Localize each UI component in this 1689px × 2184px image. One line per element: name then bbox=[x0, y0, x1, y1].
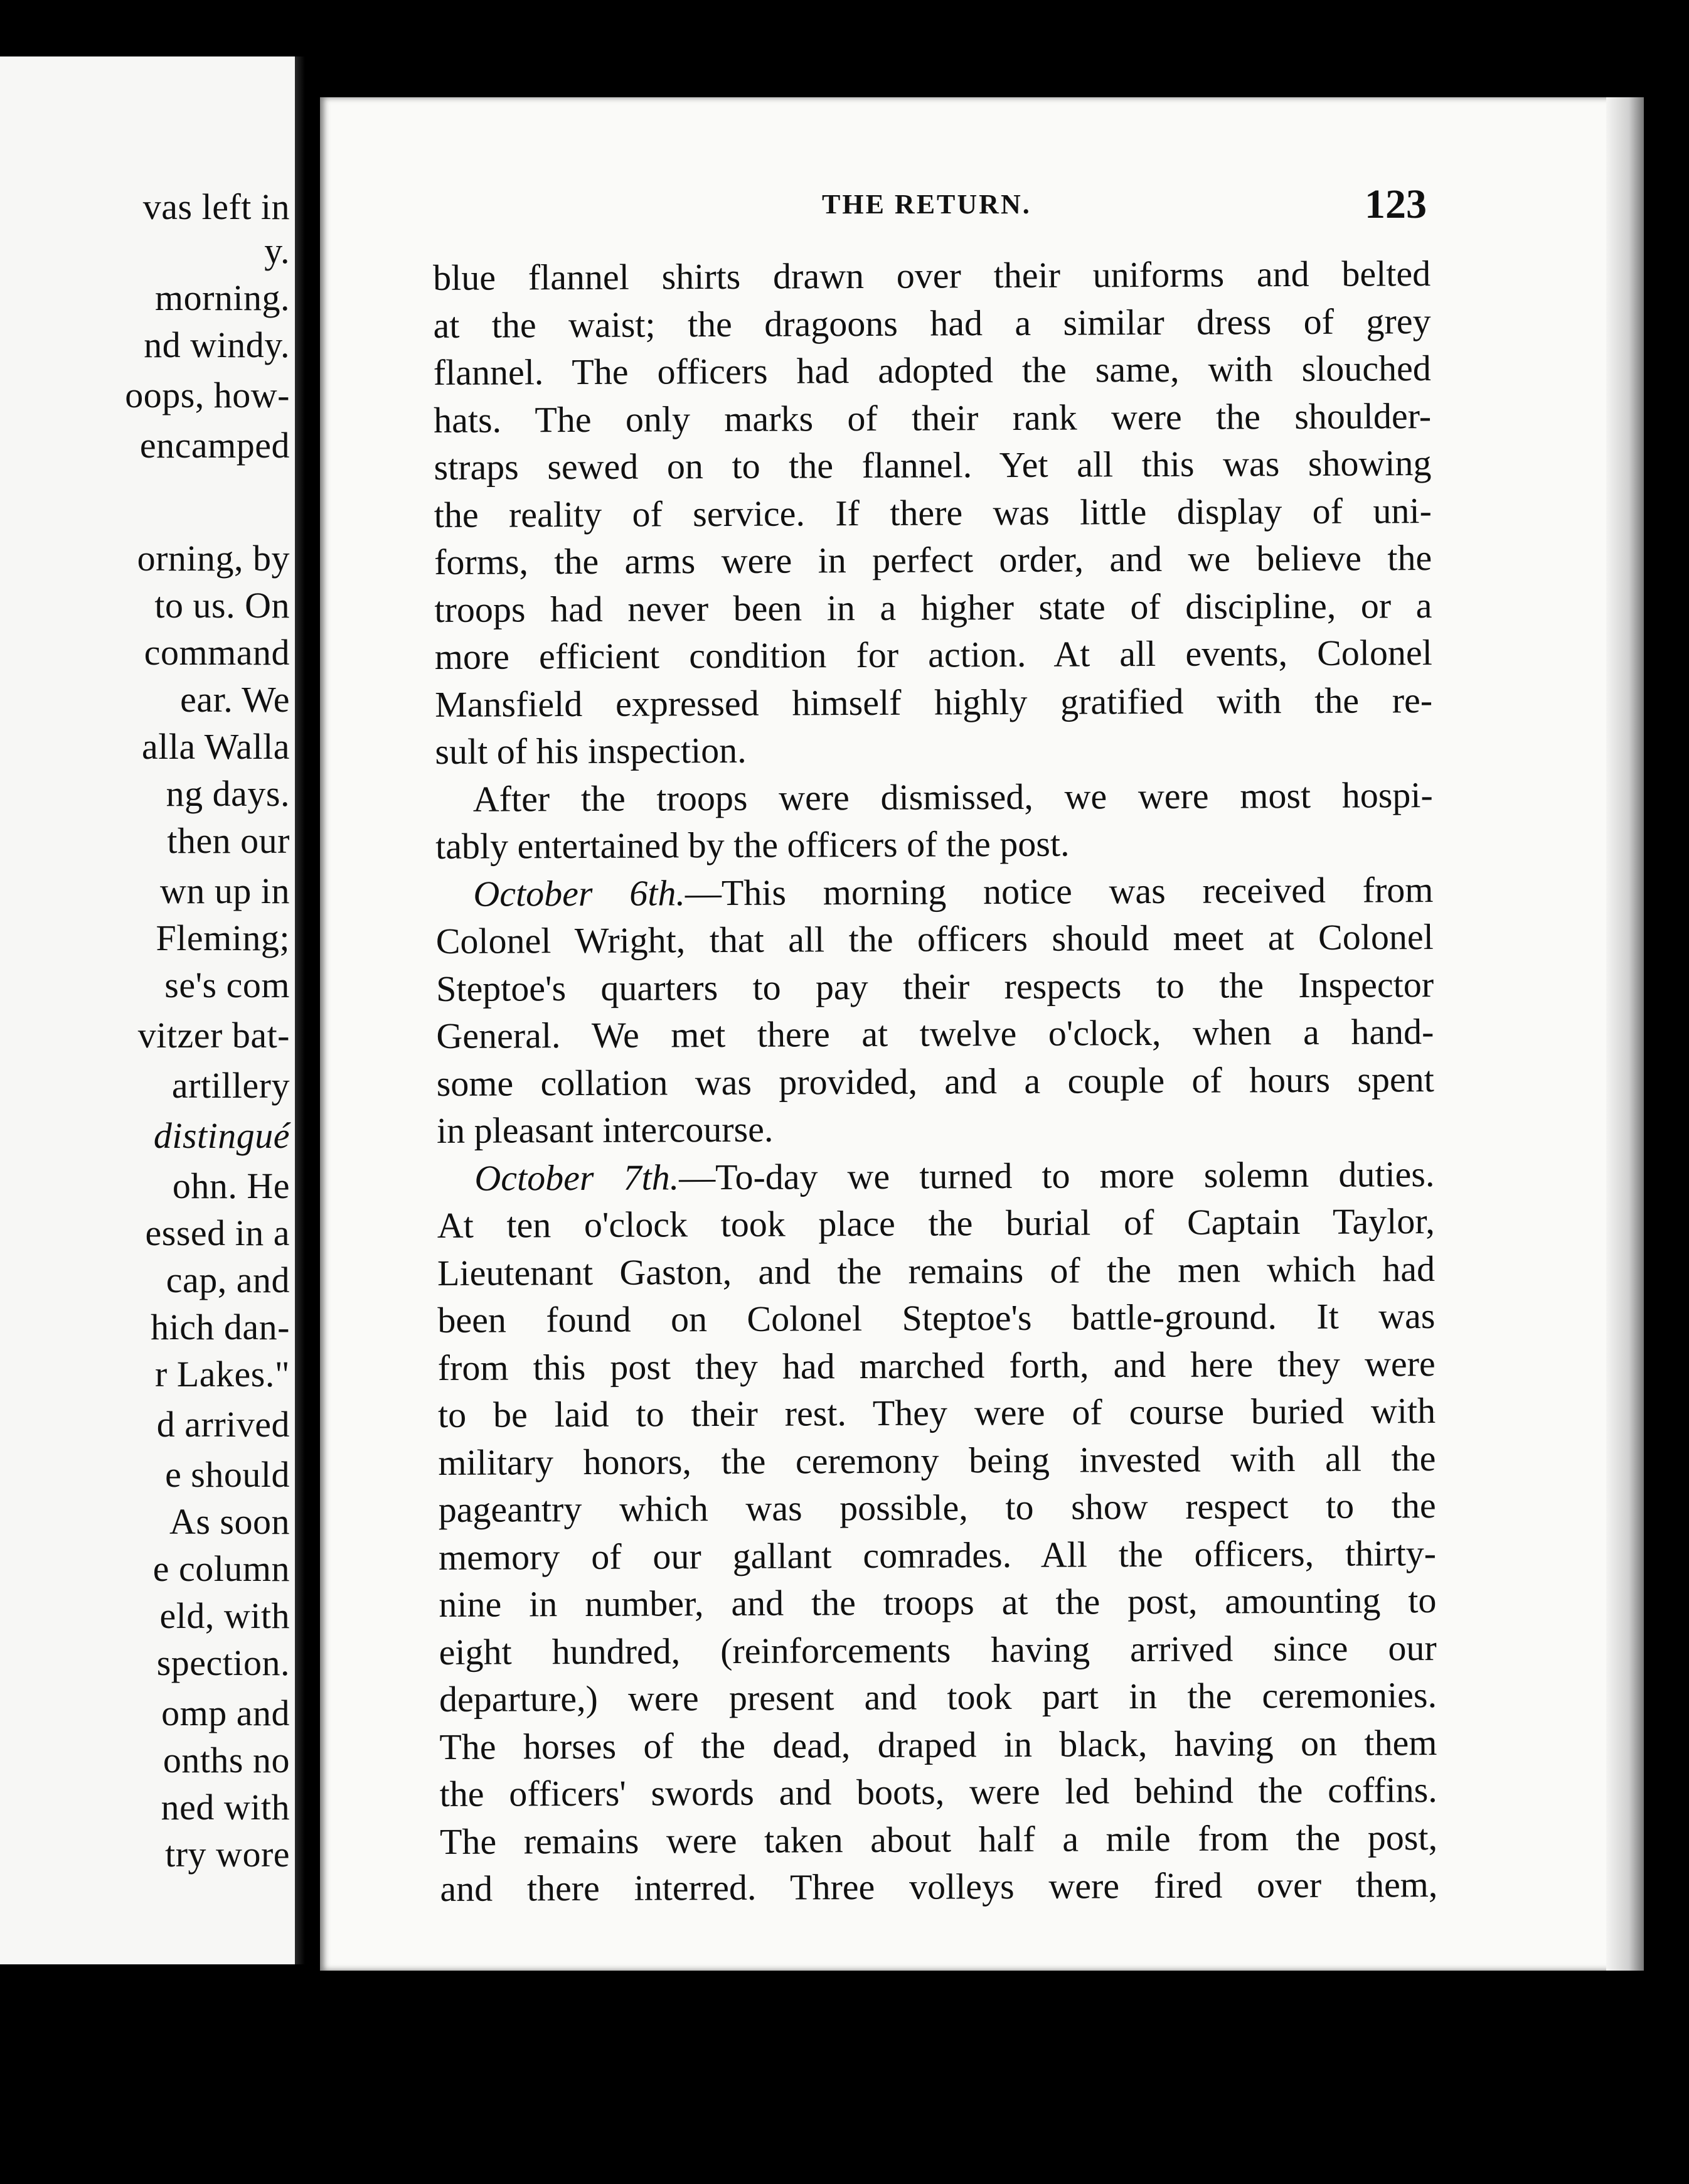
previous-page-line: d arrived bbox=[156, 1404, 290, 1445]
text-line: troops had never been in a higher state of discipline, or a bbox=[434, 584, 1432, 630]
text-line: at the waist; the dragoons had a similar dress of grey bbox=[433, 300, 1431, 346]
previous-page-line: omp and bbox=[161, 1693, 290, 1733]
date-heading: October 6th. bbox=[473, 872, 686, 914]
previous-page-line: alla Walla bbox=[142, 726, 290, 767]
text-line: been found on Colonel Steptoe's battle-ground. It was bbox=[437, 1295, 1436, 1341]
previous-page-line: try wore bbox=[165, 1834, 290, 1875]
previous-page-line: e column bbox=[152, 1548, 290, 1589]
previous-page bbox=[0, 56, 295, 1964]
previous-page-line: ear. We bbox=[180, 679, 290, 720]
text-line: the officers' swords and boots, were led behind the coffins. bbox=[439, 1769, 1437, 1814]
previous-page-line: spection. bbox=[156, 1642, 290, 1683]
previous-page-line: ng days. bbox=[166, 773, 290, 814]
text-line: eight hundred, (reinforcements having arrived since our bbox=[439, 1627, 1437, 1673]
text-line: forms, the arms were in perfect order, and we believe the bbox=[434, 537, 1432, 582]
page-number: 123 bbox=[1365, 181, 1427, 227]
text-line: —To-day we turned to more solemn duties. bbox=[678, 1153, 1435, 1197]
text-line: some collation was provided, and a couple of hours spent bbox=[436, 1058, 1434, 1104]
text-line: memory of our gallant comrades. All the officers, thirty- bbox=[438, 1532, 1437, 1578]
previous-page-line: distingué bbox=[153, 1115, 290, 1156]
previous-page-line: Fleming; bbox=[156, 918, 290, 958]
text-line: General. We met there at twelve o'clock, when a hand- bbox=[436, 1011, 1434, 1056]
previous-page-line: ohn. He bbox=[172, 1165, 290, 1206]
text-line: At ten o'clock took place the burial of Captain Taylor, bbox=[437, 1201, 1435, 1246]
previous-page-line: encamped bbox=[139, 425, 290, 466]
previous-page-line: oops, how- bbox=[125, 375, 290, 415]
previous-page-line: As soon bbox=[169, 1501, 290, 1542]
previous-page-line: e should bbox=[165, 1454, 290, 1495]
text-line: sult of his inspection. bbox=[435, 729, 747, 772]
text-line: The horses of the dead, draped in black, having on them bbox=[439, 1721, 1437, 1767]
text-line: and there interred. Three volleys were fired over them, bbox=[440, 1864, 1438, 1909]
previous-page-line: ned with bbox=[161, 1787, 290, 1828]
previous-page-line: nd windy. bbox=[144, 324, 290, 365]
text-line: Steptoe's quarters to pay their respects to the Inspector bbox=[435, 963, 1434, 1009]
previous-page-line: artillery bbox=[171, 1065, 290, 1106]
previous-page-line: then our bbox=[167, 820, 290, 861]
previous-page-line: se's com bbox=[164, 965, 290, 1005]
text-line: —This morning notice was received from bbox=[685, 869, 1434, 913]
text-line: blue flannel shirts drawn over their uniforms and belted bbox=[433, 253, 1431, 298]
previous-page-line: hich dan- bbox=[151, 1307, 290, 1347]
previous-page-line: orning, by bbox=[137, 538, 290, 579]
paragraph-oct7 bbox=[437, 1150, 1434, 1202]
text-line: After the troops were dismissed, we were most hospi- bbox=[472, 774, 1433, 820]
previous-page-line: morning. bbox=[154, 277, 290, 318]
date-heading: October 7th. bbox=[474, 1156, 679, 1199]
text-line: straps sewed on to the flannel. Yet all this was showing bbox=[434, 442, 1432, 488]
previous-page-line: y. bbox=[264, 230, 290, 271]
book-gutter bbox=[295, 56, 320, 1964]
running-head: THE RETURN. bbox=[822, 189, 1031, 220]
text-line: more efficient condition for action. At all events, Colonel bbox=[434, 632, 1432, 677]
text-line: flannel. The officers had adopted the same, with slouched bbox=[433, 348, 1431, 393]
previous-page-line: onths no bbox=[163, 1740, 290, 1780]
text-line: nine in number, and the troops at the post, amounting to bbox=[439, 1580, 1437, 1625]
previous-page-line: vitzer bat- bbox=[137, 1015, 290, 1056]
text-line: pageantry which was possible, to show respect to the bbox=[438, 1485, 1436, 1530]
text-line: hats. The only marks of their rank were the shoulder- bbox=[434, 395, 1432, 441]
text-line: from this post they had marched forth, and here they were bbox=[437, 1342, 1436, 1388]
paragraph-oct6 bbox=[435, 866, 1433, 918]
text-line: in pleasant intercourse. bbox=[436, 1108, 774, 1151]
scan-border bbox=[0, 1971, 1689, 2184]
text-line: Colonel Wright, that all the officers should meet at Colonel bbox=[435, 916, 1434, 961]
previous-page-line: essed in a bbox=[145, 1212, 290, 1253]
previous-page-line: wn up in bbox=[160, 870, 290, 911]
text-line: departure,) were present and took part in the ceremonies. bbox=[439, 1674, 1437, 1720]
text-line: the reality of service. If there was little display of uni- bbox=[434, 490, 1432, 535]
previous-page-line: eld, with bbox=[159, 1595, 290, 1636]
previous-page-line: cap, and bbox=[166, 1260, 290, 1300]
text-line: Lieutenant Gaston, and the remains of the men which had bbox=[437, 1248, 1436, 1293]
body-text bbox=[433, 250, 1438, 1912]
page-edge bbox=[1606, 97, 1644, 1971]
text-line: Mansfield expressed himself highly gratified with the re- bbox=[434, 679, 1433, 725]
text-line: to be laid to their rest. They were of course buried with bbox=[437, 1390, 1436, 1435]
previous-page-line: vas left in bbox=[142, 186, 290, 227]
text-line: military honors, the ceremony being invested with all the bbox=[438, 1437, 1436, 1483]
previous-page-line: to us. On bbox=[154, 585, 290, 626]
text-line: tably entertained by the officers of the post. bbox=[435, 823, 1070, 867]
text-line: The remains were taken about half a mile from the post, bbox=[439, 1816, 1438, 1862]
previous-page-line: r Lakes." bbox=[155, 1354, 290, 1394]
previous-page-line: command bbox=[144, 632, 290, 673]
